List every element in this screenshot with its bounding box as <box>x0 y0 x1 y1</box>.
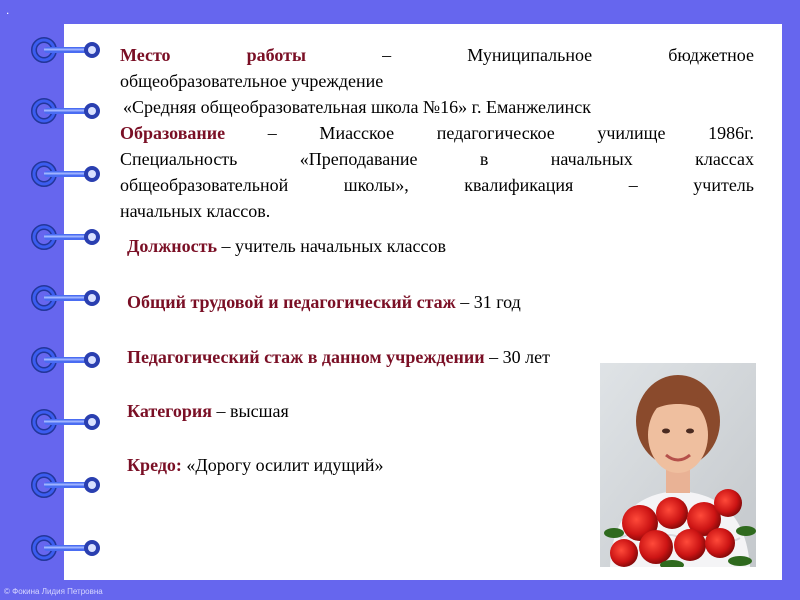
spiral-ring <box>34 475 100 495</box>
spiral-ring <box>34 227 100 247</box>
spiral-ring <box>34 164 100 184</box>
fact-label: Общий трудовой и педагогический стаж <box>127 292 456 312</box>
education-label: Образование <box>120 123 226 143</box>
main-info <box>120 42 754 224</box>
workplace-line-1 <box>120 42 754 68</box>
fact-value: – высшая <box>212 401 289 421</box>
education-value: – Миасское педагогическое училище 1986г. <box>267 123 754 143</box>
spiral-ring <box>34 350 100 370</box>
fact-label: Кредо: <box>127 455 182 475</box>
workplace-line-2: общеобразовательное учреждение <box>120 71 384 91</box>
fact-value: – 30 лет <box>484 347 550 367</box>
spiral-ring <box>34 538 100 558</box>
copyright-footer: © Фокина Лидия Петровна <box>4 587 103 596</box>
workplace-value: – Муниципальное бюджетное <box>382 45 754 65</box>
education-line-3: общеобразовательной школы», квалификация – учитель <box>120 175 754 195</box>
fact-value: – учитель начальных классов <box>217 236 446 256</box>
workplace-line-3: «Средняя общеобразовательная школа №16» г. Еманжелинск <box>123 97 592 117</box>
spiral-ring <box>34 412 100 432</box>
fact-label: Педагогический стаж в данном учреждении <box>127 347 485 367</box>
fact-total-experience <box>127 292 521 313</box>
fact-credo <box>127 455 384 476</box>
spiral-ring <box>34 101 100 121</box>
fact-value: «Дорогу осилит идущий» <box>181 455 384 475</box>
corner-mark: . <box>6 3 10 17</box>
education-line-4: начальных классов. <box>120 201 271 221</box>
workplace-label: Место работы <box>120 45 307 65</box>
fact-school-experience <box>127 347 550 368</box>
fact-value: – 31 год <box>455 292 521 312</box>
fact-label: Категория <box>127 401 213 421</box>
spiral-ring <box>34 40 100 60</box>
teacher-photo <box>600 363 756 567</box>
fact-category <box>127 401 289 422</box>
spiral-ring <box>34 288 100 308</box>
education-line-1 <box>120 120 754 146</box>
fact-position <box>127 236 446 257</box>
fact-label: Должность <box>127 236 218 256</box>
education-line-2: Специальность «Преподавание в начальных классах <box>120 149 754 169</box>
spiral-binding <box>0 0 120 600</box>
